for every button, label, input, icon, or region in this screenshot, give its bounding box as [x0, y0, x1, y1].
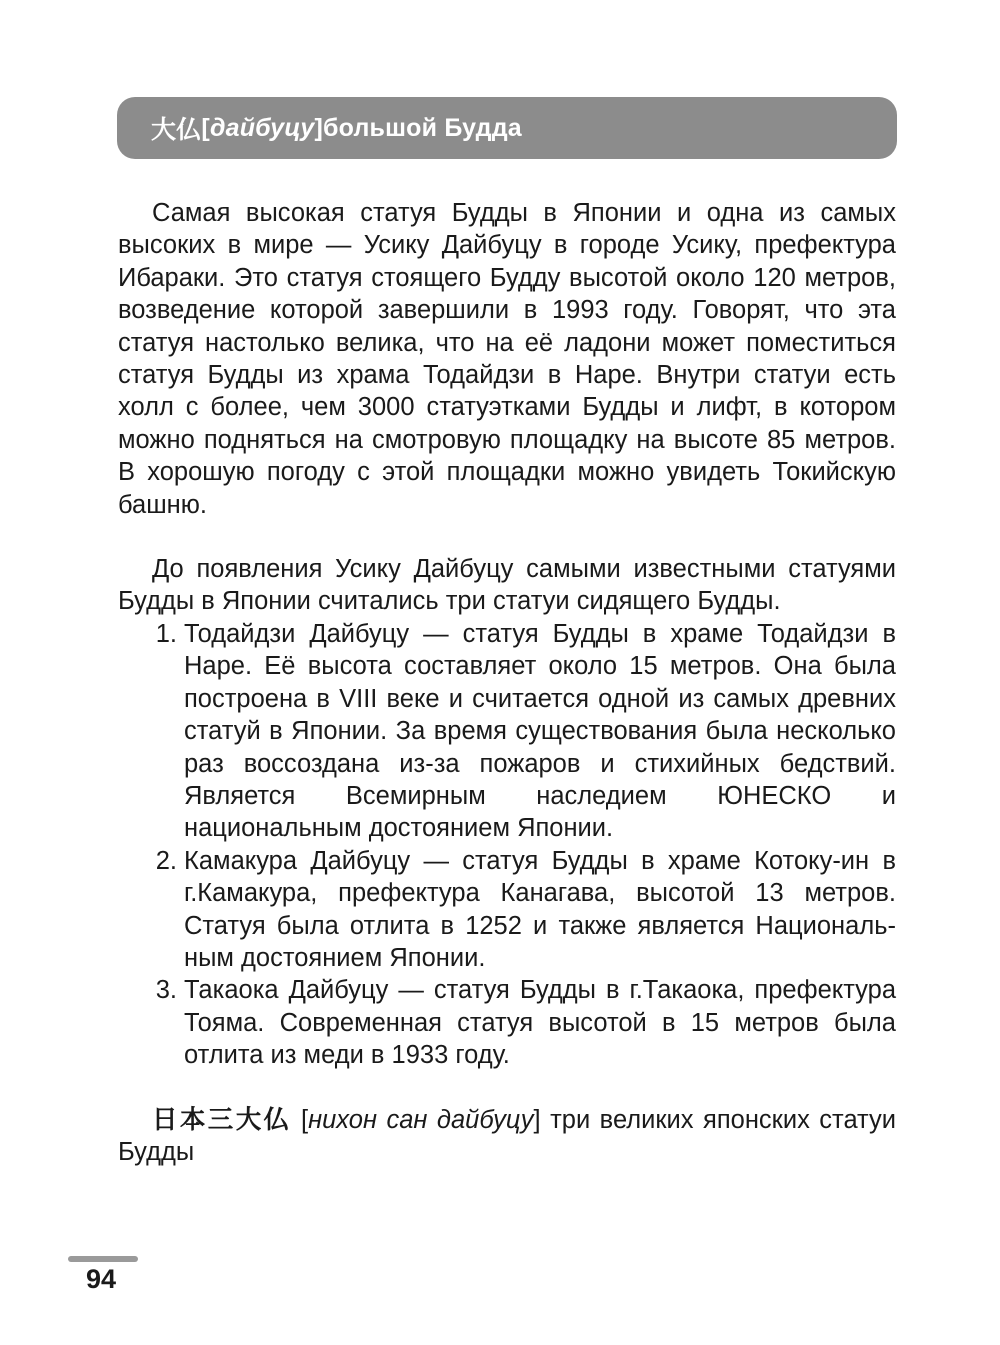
list-item-text: Камакура Дайбуцу — статуя Будды в храме Котоку-ин в г.Камакура, префектура Канагава, высотой 13 метров. Статуя была отлита в 1252 и также является Национальным достоянием Японии. — [184, 846, 896, 972]
list-item-number: 1. — [155, 619, 177, 648]
term-kanji: 日本三大仏 — [152, 1105, 292, 1134]
list-item-number: 3. — [155, 976, 177, 1005]
paragraph-list-intro: До появления Усику Дайбуцу самыми известными статуями Будды в Японии считались три статуи сидящего Будды. — [118, 555, 896, 616]
section-header — [117, 97, 897, 159]
header-meaning: большой Будда — [322, 113, 522, 142]
list-item — [118, 974, 896, 1071]
paragraph-intro: Самая высокая статуя Будды в Японии и одна из самых высоких в мире — Усику Дайбуцу в городе Усику, префектура Ибараки. Это статуя стоящего Будду высотой около 120 метров, возведение которой завершили в 1993 году. Говорят, что эта статуя настолько велика, что на её ладони может поместиться статуя Будды из храма Тодайдзи в Наре. Внутри статуи есть холл с более, чем 3000 статуэтками Будды и лифт, в котором можно подняться на смотровую площадку на высоте 85 метров. В хорошую погоду с этой площадки можно увидеть Токийскую башню. — [118, 199, 896, 519]
term-bracket-open: [ — [291, 1105, 309, 1134]
term-reading: нихон сан дайбуцу — [308, 1105, 534, 1134]
list-item-text: Тодайдзи Дайбуцу — статуя Будды в храме Тодайдзи в Наре. Её высота составляет около 15 метров. Она была построена в VIII веке и считается одной из самых древних статуй в Японии. За время существования была несколько раз воссоздана из-за пожаров и стихийных бедствий. Является Всемирным наследием ЮНЕСКО и национальным достоянием Японии. — [184, 619, 896, 843]
page-number-rule — [68, 1256, 138, 1262]
list-item — [118, 618, 896, 845]
header-kanji: 大仏 — [151, 116, 202, 144]
term-bracket-close: ] — [533, 1105, 551, 1134]
page-number: 94 — [86, 1264, 117, 1294]
list-item — [118, 845, 896, 975]
header-bracket-open: [ — [201, 113, 210, 142]
list-item-text: Такаока Дайбуцу — статуя Будды в г.Такаока, префектура Тояма. Современная статуя высотой в 15 метров была отлита из меди в 1933 году. — [184, 976, 896, 1070]
term-meaning: три великих японских статуи Будды — [118, 1105, 897, 1166]
list-item-number: 2. — [155, 846, 177, 875]
header-bracket-close: ] — [314, 113, 323, 142]
statue-list — [118, 618, 896, 1072]
term-definition — [118, 1104, 896, 1169]
page-content — [118, 197, 896, 1168]
header-reading: дайбуцу — [209, 113, 315, 142]
